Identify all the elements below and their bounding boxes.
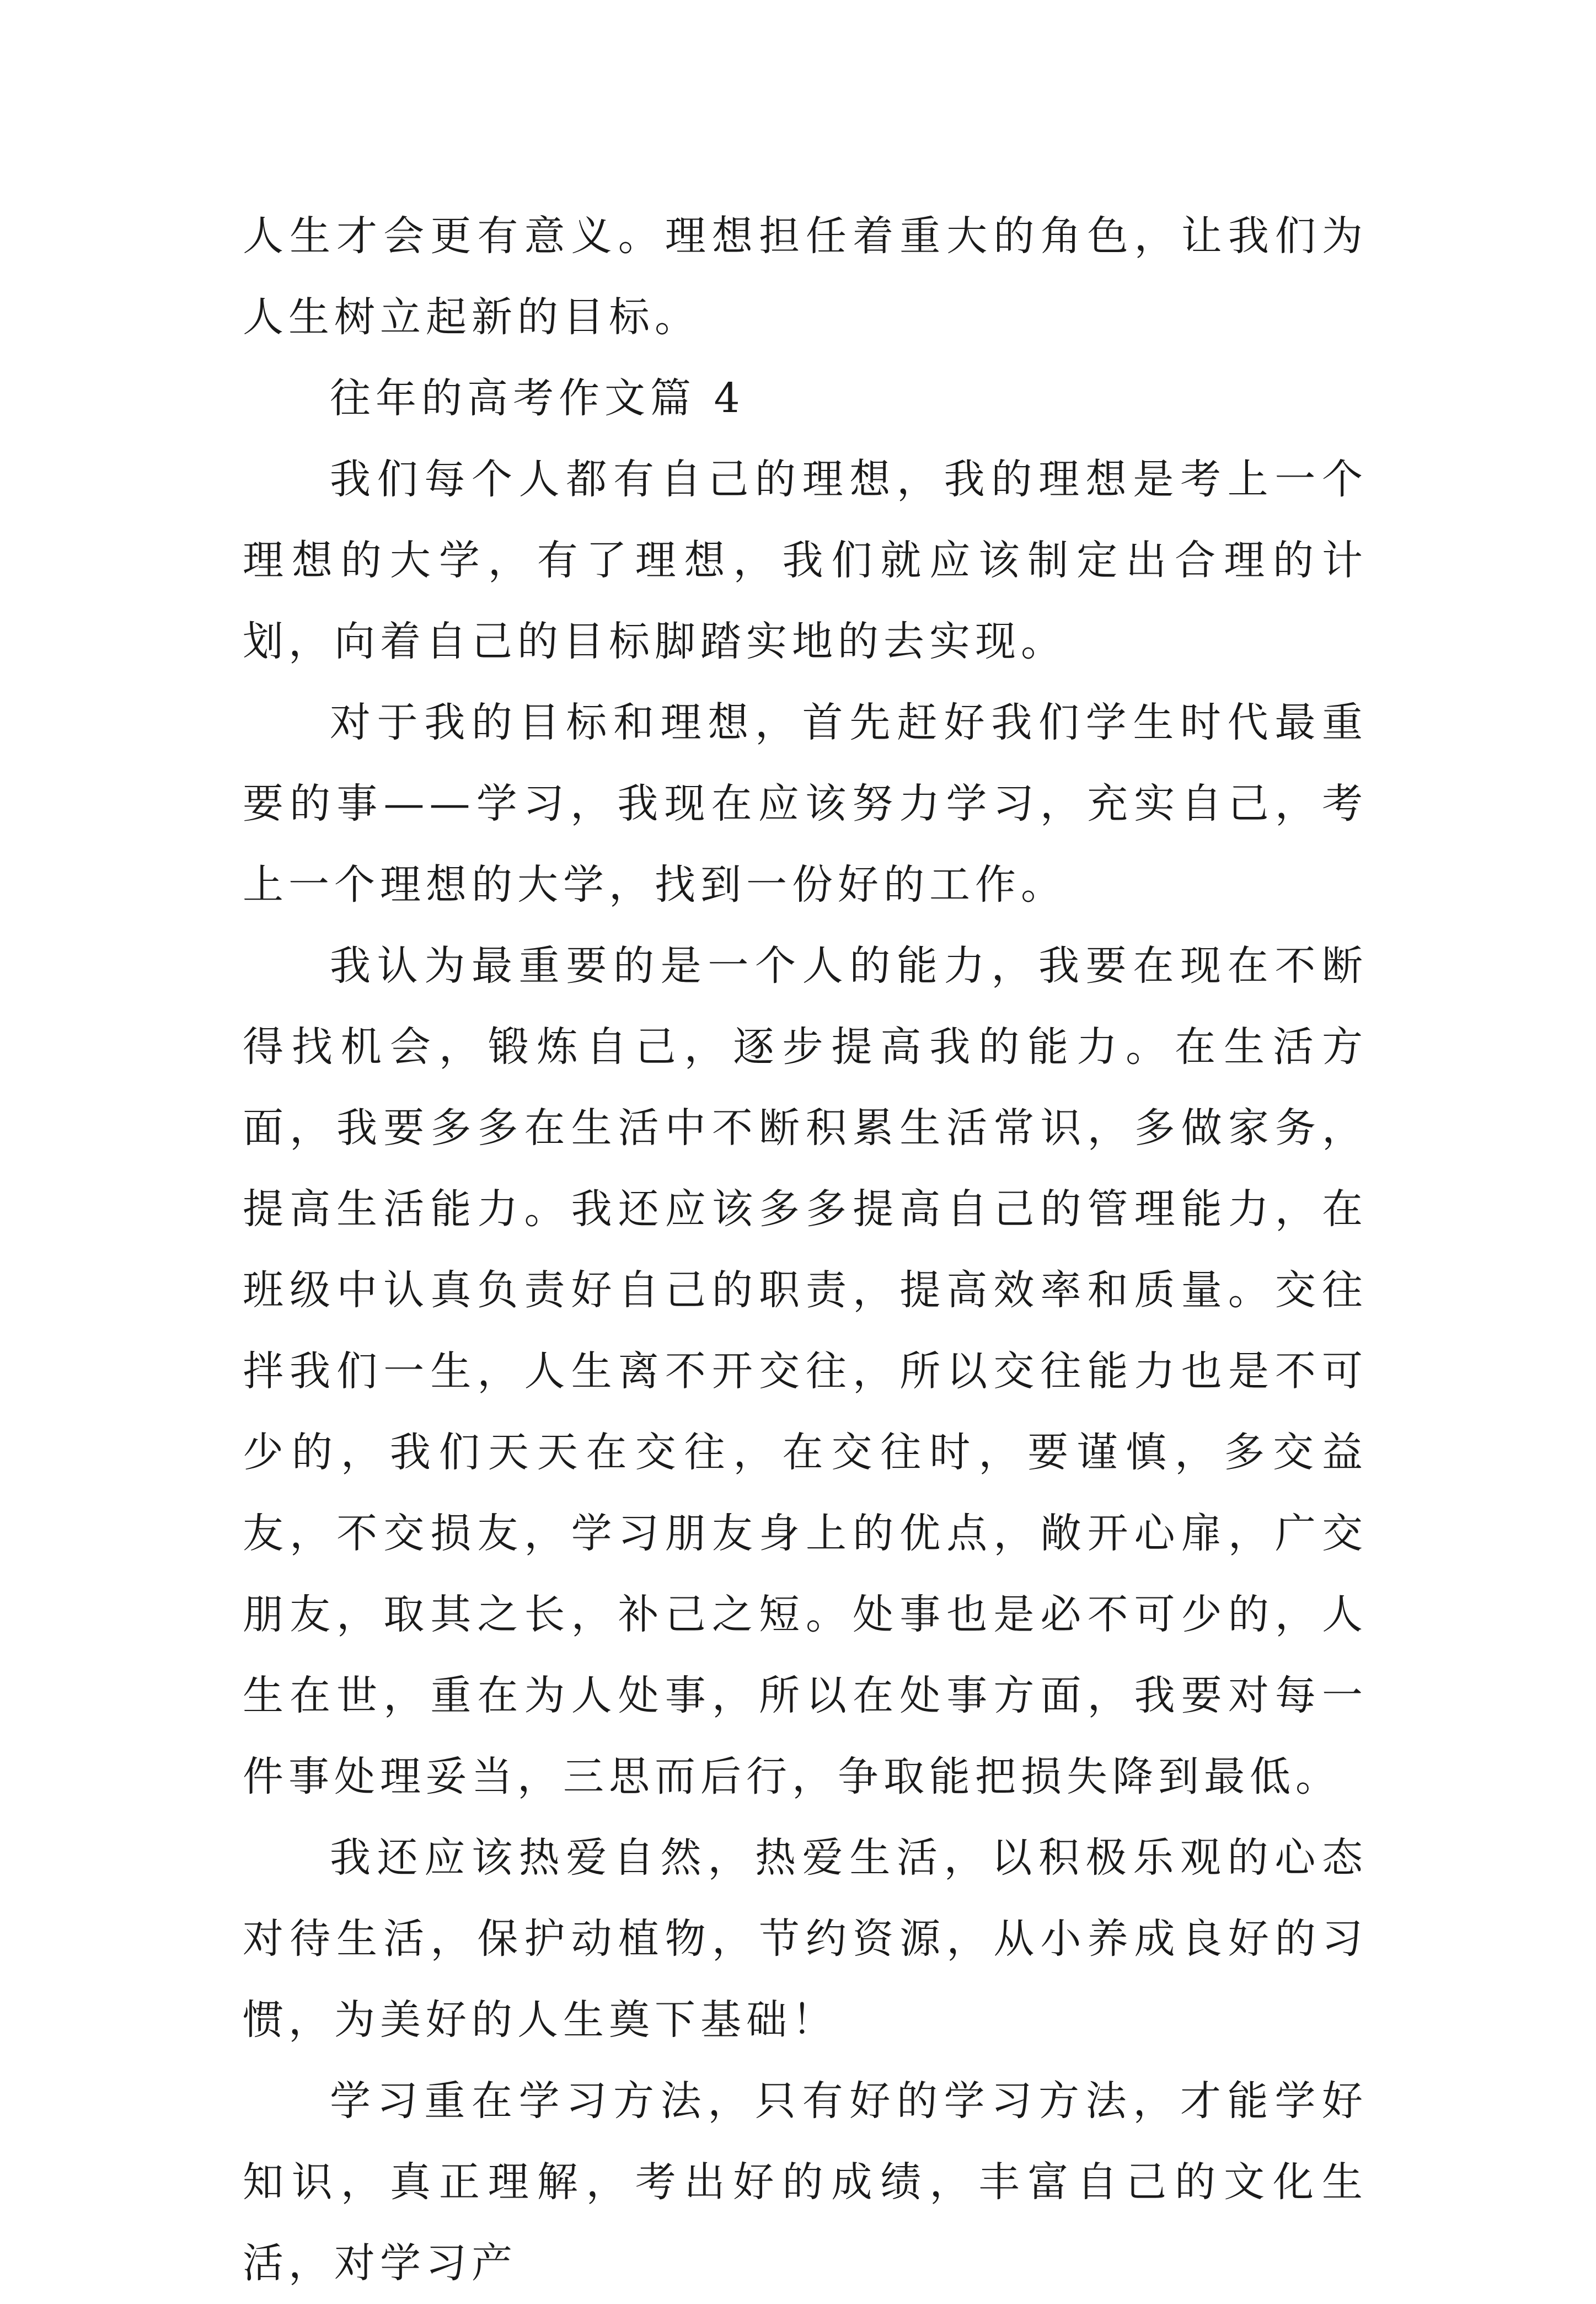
paragraph: 我认为最重要的是一个人的能力，我要在现在不断得找机会，锻炼自己，逐步提高我的能力。在生活方面，我要多多在生活中不断积累生活常识，多做家务，提高生活能力。我还应该多多提高自己的管理能力，在班级中认真负责好自己的职责，提高效率和质量。交往拌我们一生，人生离不开交往，所以交往能力也是不可少的，我们天天在交往，在交往时，要谨慎，多交益友，不交损友，学习朋友身上的优点，敞开心扉，广交朋友，取其之长，补己之短。处事也是必不可少的，人生在世，重在为人处事，所以在处事方面，我要对每一件事处理妥当，三思而后行，争取能把损失降到最低。 <box>243 942 1368 1800</box>
paragraph: 我还应该热爱自然，热爱生活，以积极乐观的心态对待生活，保护动植物，节约资源，从小养成良好的习惯，为美好的人生奠下基础！ <box>243 1834 1368 2044</box>
paragraph: 我们每个人都有自己的理想，我的理想是考上一个理想的大学，有了理想，我们就应该制定出合理的计划，向着自己的目标脚踏实地的去实现。 <box>243 456 1368 665</box>
paragraph-continuation: 人生才会更有意义。理想担任着重大的角色，让我们为人生树立起新的目标。 <box>243 212 1368 341</box>
document-body <box>243 196 1368 2304</box>
paragraph: 对于我的目标和理想，首先赶好我们学生时代最重要的事——学习，我现在应该努力学习，充实自己，考上一个理想的大学，找到一份好的工作。 <box>243 699 1368 908</box>
section-heading: 往年的高考作文篇 4 <box>330 375 745 422</box>
paragraph: 学习重在学习方法，只有好的学习方法，才能学好知识，真正理解，考出好的成绩，丰富自己的文化生活，对学习产 <box>243 2077 1368 2287</box>
